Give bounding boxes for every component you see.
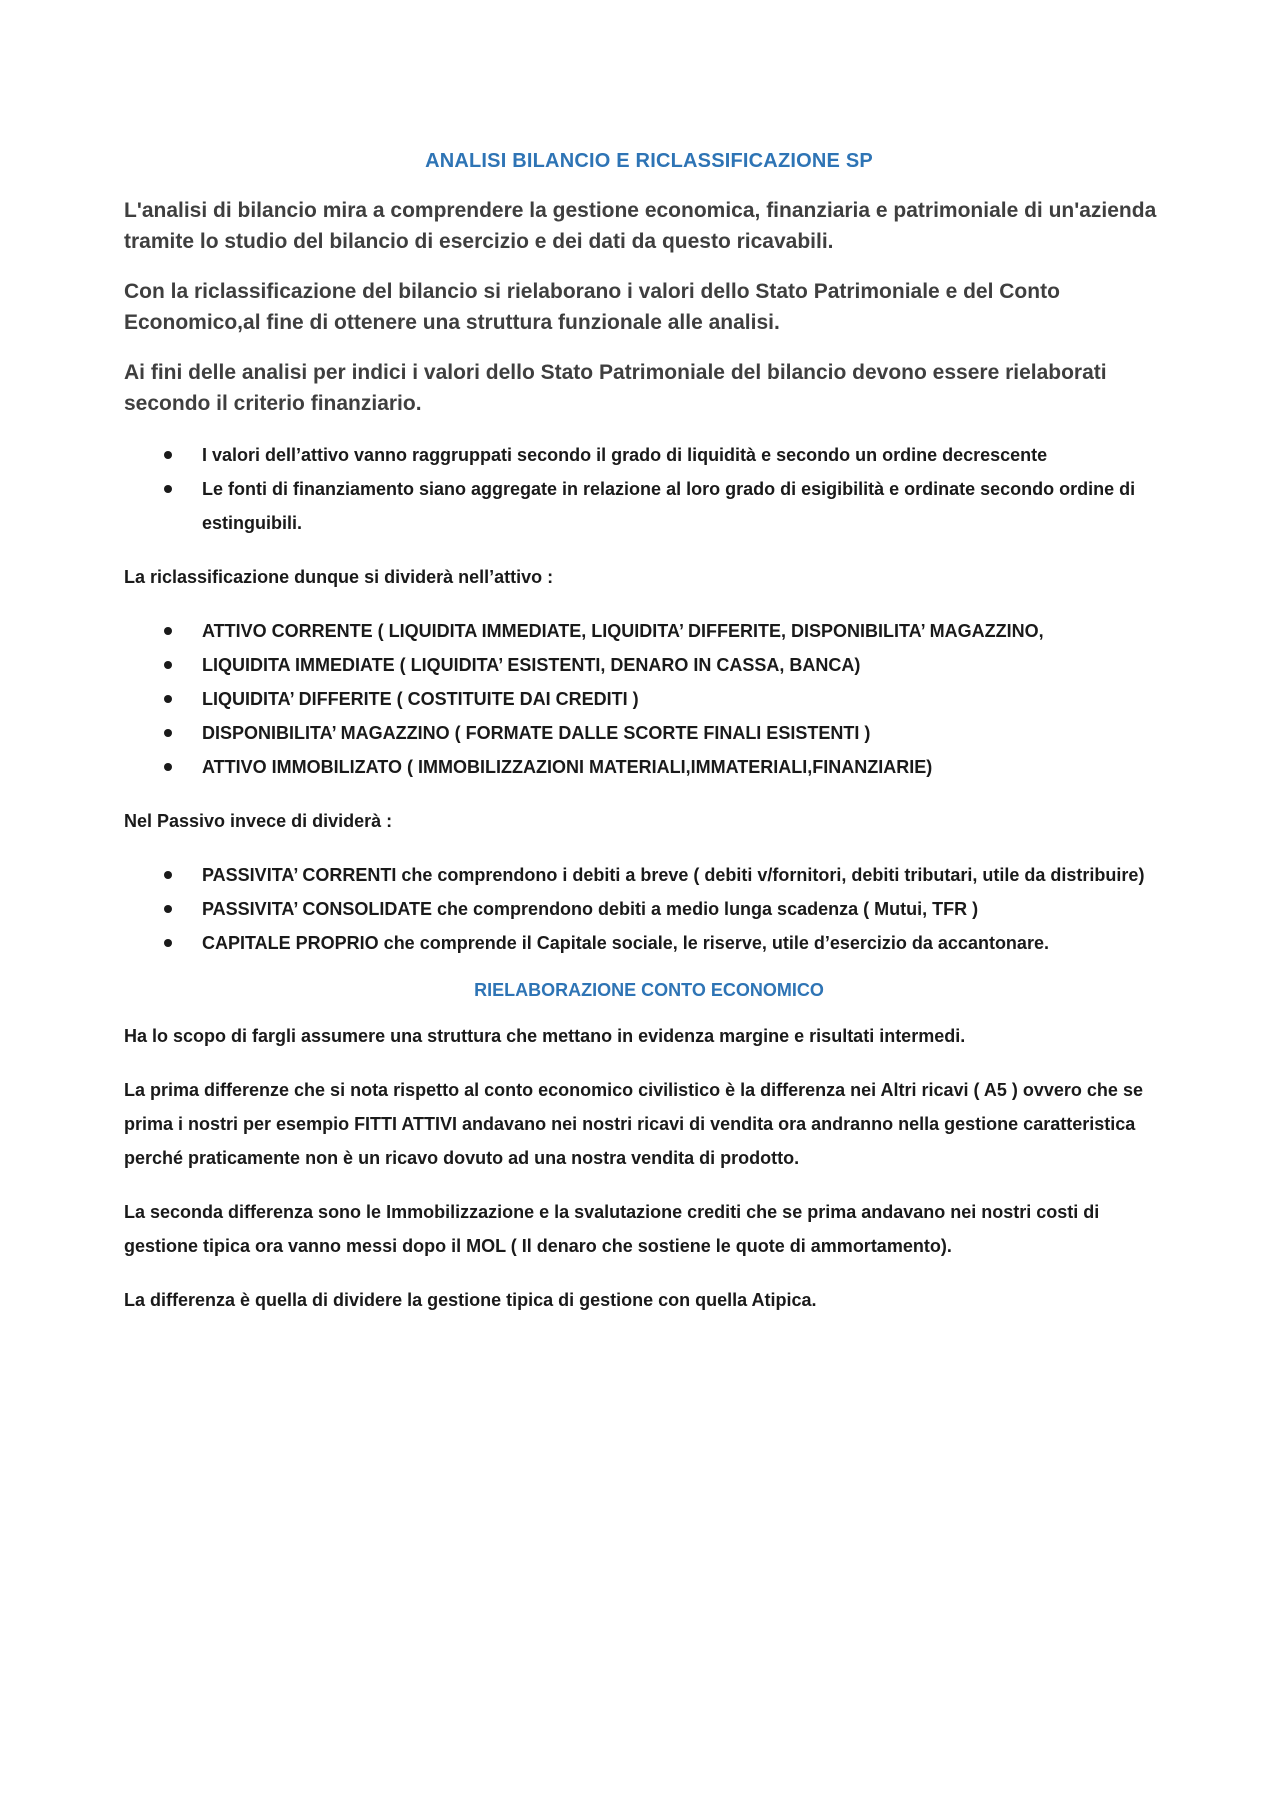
list-item-text: CAPITALE PROPRIO che comprende il Capitale sociale, le riserve, utile d’esercizio da accantonare. xyxy=(202,933,1049,953)
ce-paragraph-2: La prima differenze che si nota rispetto al conto economico civilistico è la differenza nei Altri ricavi ( A5 ) ovvero che se prima i nostri per esempio FITTI ATTIVI andavano nei nostri ricavi di vendita ora andranno nella gestione caratteristica perché praticamente non è un ricavo dovuto ad una nostra vendita di prodotto. xyxy=(124,1080,1143,1168)
list-item xyxy=(124,438,1174,472)
bullet-icon xyxy=(164,661,172,669)
list-item-text: I valori dell’attivo vanno raggruppati secondo il grado di liquidità e secondo un ordine decrescente xyxy=(202,445,1048,465)
list-item-text: PASSIVITA’ CONSOLIDATE che comprendono debiti a medio lunga scadenza ( Mutui, TFR ) xyxy=(202,899,979,919)
passivo-intro: Nel Passivo invece di dividerà : xyxy=(124,811,393,831)
attivo-list xyxy=(124,614,1174,784)
list-item xyxy=(124,858,1174,892)
bullet-icon xyxy=(164,729,172,737)
ce-paragraph-1: Ha lo scopo di fargli assumere una struttura che mettano in evidenza margine e risultati intermedi. xyxy=(124,1026,966,1046)
ce-paragraph-3: La seconda differenza sono le Immobilizzazione e la svalutazione crediti che se prima andavano nei nostri costi di gestione tipica ora vanno messi dopo il MOL ( Il denaro che sostiene le quote di ammortamento). xyxy=(124,1202,1100,1256)
attivo-intro: La riclassificazione dunque si dividerà nell’attivo : xyxy=(124,567,554,587)
list-item xyxy=(124,472,1174,540)
bullet-icon xyxy=(164,451,172,459)
list-item xyxy=(124,926,1174,960)
bullet-icon xyxy=(164,763,172,771)
list-item xyxy=(124,716,1174,750)
list-item-text: DISPONIBILITA’ MAGAZZINO ( FORMATE DALLE SCORTE FINALI ESISTENTI ) xyxy=(202,723,871,743)
bullet-icon xyxy=(164,905,172,913)
bullet-icon xyxy=(164,695,172,703)
list-item-text: PASSIVITA’ CORRENTI che comprendono i debiti a breve ( debiti v/fornitori, debiti tributari, utile da distribuire) xyxy=(202,865,1145,885)
list-item xyxy=(124,614,1174,648)
section-subtitle: RIELABORAZIONE CONTO ECONOMICO xyxy=(474,980,824,1000)
bullet-icon xyxy=(164,939,172,947)
list-item-text: LIQUIDITA’ DIFFERITE ( COSTITUITE DAI CREDITI ) xyxy=(202,689,639,709)
document-title: ANALISI BILANCIO E RICLASSIFICAZIONE SP xyxy=(425,150,873,172)
list-item-text: ATTIVO CORRENTE ( LIQUIDITA IMMEDIATE, LIQUIDITA’ DIFFERITE, DISPONIBILITA’ MAGAZZINO, xyxy=(202,621,1044,641)
intro-paragraph-2: Con la riclassificazione del bilancio si rielaborano i valori dello Stato Patrimoniale e del Conto Economico,al fine di ottenere una struttura funzionale alle analisi. xyxy=(124,280,1060,334)
list-item xyxy=(124,892,1174,926)
document-content xyxy=(124,150,1174,1337)
list-item-text: ATTIVO IMMOBILIZATO ( IMMOBILIZZAZIONI MATERIALI,IMMATERIALI,FINANZIARIE) xyxy=(202,757,933,777)
list-item-text: LIQUIDITA IMMEDIATE ( LIQUIDITA’ ESISTENTI, DENARO IN CASSA, BANCA) xyxy=(202,655,861,675)
bullet-icon xyxy=(164,485,172,493)
bullet-icon xyxy=(164,627,172,635)
list-item-text: Le fonti di finanziamento siano aggregate in relazione al loro grado di esigibilità e ordinate secondo ordine di estinguibili. xyxy=(202,479,1136,533)
ce-paragraph-4: La differenza è quella di dividere la gestione tipica di gestione con quella Atipica. xyxy=(124,1290,817,1310)
intro-paragraph-3: Ai fini delle analisi per indici i valori dello Stato Patrimoniale del bilancio devono essere rielaborati secondo il criterio finanziario. xyxy=(124,361,1107,415)
criteria-list xyxy=(124,438,1174,540)
list-item xyxy=(124,682,1174,716)
intro-paragraph-1: L'analisi di bilancio mira a comprendere la gestione economica, finanziaria e patrimoniale di un'azienda tramite lo studio del bilancio di esercizio e dei dati da questo ricavabili. xyxy=(124,199,1157,253)
bullet-icon xyxy=(164,871,172,879)
list-item xyxy=(124,750,1174,784)
passivo-list xyxy=(124,858,1174,960)
list-item xyxy=(124,648,1174,682)
